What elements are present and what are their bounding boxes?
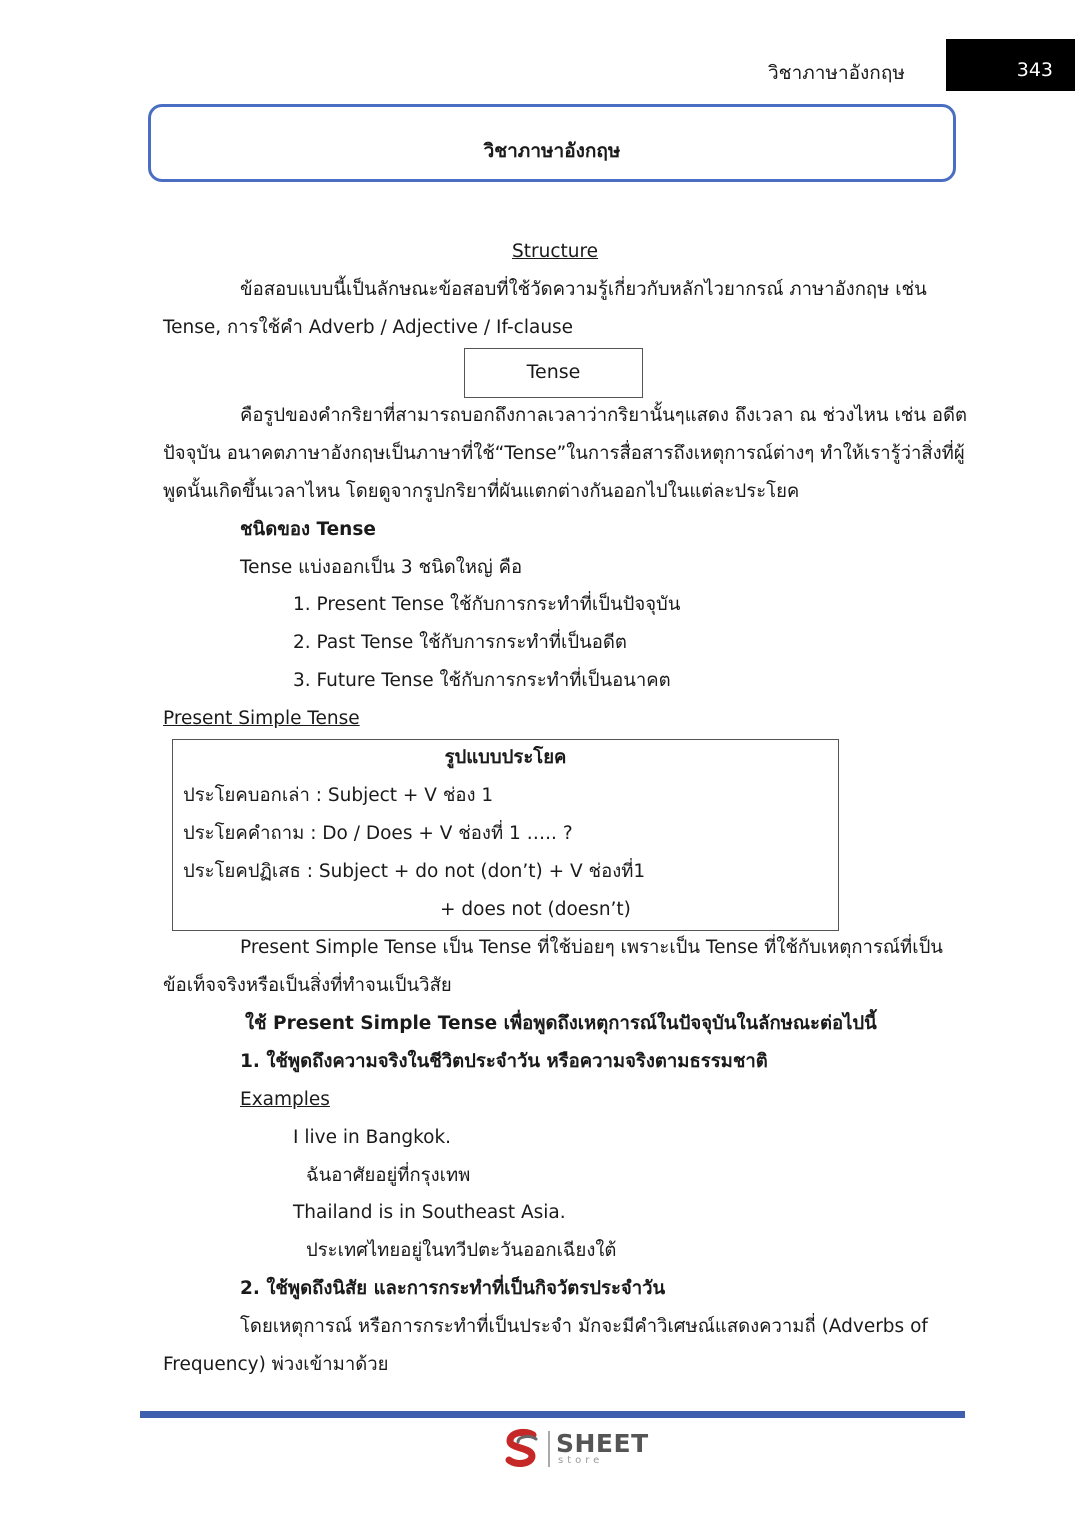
present-simple-desc-line-2: ข้อเท็จจริงหรือเป็นสิ่งที่ทำจนเป็นวิสัย [163,975,452,996]
example-sentence: Thailand is in Southeast Asia. [293,1202,566,1223]
form-line-affirmative: ประโยคบอกเล่า : Subject + V ช่อง 1 [183,785,494,806]
logo-subtext: store [558,1455,604,1466]
header-subject: วิชาภาษาอังกฤษ [768,62,905,84]
examples-heading: Examples [240,1089,330,1110]
title-box [148,104,956,182]
tense-types-intro: Tense แบ่งออกเป็น 3 ชนิดใหญ่ คือ [240,557,523,578]
form-title: รูปแบบประโยค [444,747,567,768]
present-simple-heading: Present Simple Tense [163,708,360,729]
s-logo-icon [500,1427,544,1471]
example-translation: ฉันอาศัยอยู่ที่กรุงเทพ [306,1165,471,1186]
tense-type-item: 1. Present Tense ใช้กับการกระทำที่เป็นปัจจุบัน [293,594,681,615]
structure-intro-line-1: ข้อสอบแบบนี้เป็นลักษณะข้อสอบที่ใช้วัดความรู้เกี่ยวกับหลักไวยากรณ์ ภาษาอังกฤษ เช่น [240,279,927,300]
usage-item-2: 2. ใช้พูดถึงนิสัย และการกระทำที่เป็นกิจวัตรประจำวัน [240,1278,666,1299]
tense-box-label: Tense [526,361,581,383]
sheet-store-logo [500,1427,650,1471]
structure-heading: Structure [512,241,599,262]
structure-intro-line-2: Tense, การใช้คำ Adverb / Adjective / If-clause [163,317,574,338]
footer-rule [140,1411,965,1418]
logo-text: SHEET [556,1429,649,1458]
logo-separator [548,1431,550,1467]
tense-type-item: 2. Past Tense ใช้กับการกระทำที่เป็นอดีต [293,632,627,653]
tense-definition-line-3: พูดนั้นเกิดขึ้นเวลาไหน โดยดูจากรูปกริยาที่ผันแตกต่างกันออกไปในแต่ละประโยค [163,481,800,502]
sentence-form-box [172,739,839,931]
form-line-negative-alt: + does not (doesn’t) [440,899,631,920]
usage-item-1: 1. ใช้พูดถึงความจริงในชีวิตประจำวัน หรือความจริงตามธรรมชาติ [240,1051,768,1072]
tense-types-heading: ชนิดของ Tense [240,519,376,540]
page-number-box [946,39,1075,91]
usage-item-2-desc-line-2: Frequency) พ่วงเข้ามาด้วย [163,1354,389,1375]
tense-definition-line-1: คือรูปของคำกริยาที่สามารถบอกถึงกาลเวลาว่ากริยานั้นๆแสดง ถึงเวลา ณ ช่วงไหน เช่น อดีต [240,405,967,426]
tense-box [464,348,643,398]
tense-definition-line-2: ปัจจุบัน อนาคตภาษาอังกฤษเป็นภาษาที่ใช้“Tense”ในการสื่อสารถึงเหตุการณ์ต่างๆ ทำให้เรารู้ว่าสิ่งที่ผู้ [163,443,965,464]
page-title: วิชาภาษาอังกฤษ [483,140,621,162]
tense-type-item: 3. Future Tense ใช้กับการกระทำที่เป็นอนาคต [293,670,671,691]
usage-heading: ใช้ Present Simple Tense เพื่อพูดถึงเหตุการณ์ในปัจจุบันในลักษณะต่อไปนี้ [245,1013,877,1034]
page-number: 343 [1016,59,1053,81]
usage-item-2-desc-line-1: โดยเหตุการณ์ หรือการกระทำที่เป็นประจำ มักจะมีคำวิเศษณ์แสดงความถี่ (Adverbs of [240,1316,928,1337]
example-sentence: I live in Bangkok. [293,1127,452,1148]
form-line-negative: ประโยคปฏิเสธ : Subject + do not (don’t) + V ช่องที่1 [183,861,646,882]
form-line-question: ประโยคคำถาม : Do / Does + V ช่องที่ 1 ….. ? [183,823,573,844]
present-simple-desc-line-1: Present Simple Tense เป็น Tense ที่ใช้บ่อยๆ เพราะเป็น Tense ที่ใช้กับเหตุการณ์ที่เป็น [240,937,943,958]
example-translation: ประเทศไทยอยู่ในทวีปตะวันออกเฉียงใต้ [306,1240,617,1261]
